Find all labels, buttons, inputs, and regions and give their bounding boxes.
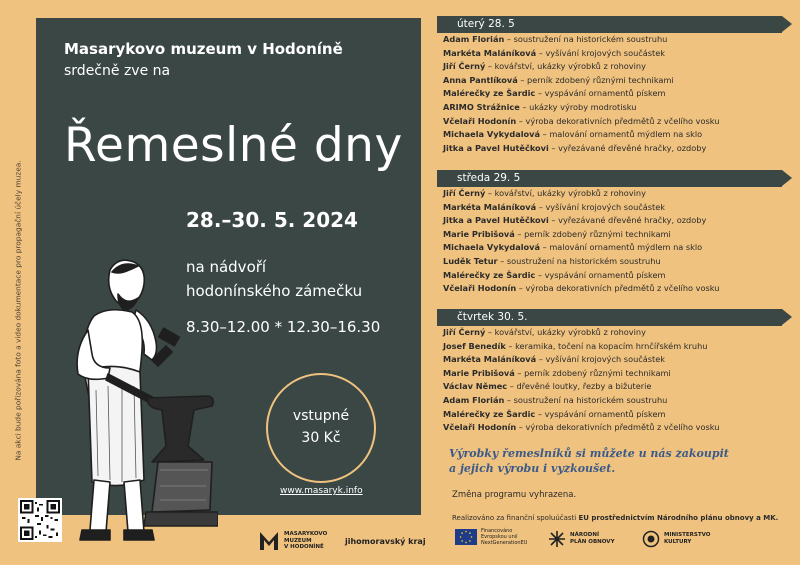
craftsman-name: Jiří Černý (443, 188, 486, 198)
funding-note: Realizováno za finanční spoluúčasti EU prostřednictvím Národního plánu obnovy a MK. (452, 514, 779, 522)
craftsman-name: Luděk Tetur (443, 255, 498, 266)
craft-description: – malování ornamentů mýdlem na sklo (540, 242, 703, 253)
craft-description: – keramika, točení na kopacím hrnčířském kruhu (505, 340, 708, 351)
schedule-row (443, 33, 782, 47)
schedule-row (443, 380, 782, 394)
ministry-logo: MINISTERSTVO KULTURY (642, 530, 710, 548)
recovery-plan-icon (548, 530, 566, 548)
craftsman-name: Jiří Černý (443, 327, 486, 337)
craftsman-name: Markéta Maláníková (443, 201, 537, 212)
craft-description: – soustružení na historickém soustruhu (497, 255, 661, 266)
schedule-row (443, 367, 782, 381)
schedule-row (443, 60, 782, 74)
blacksmith-illustration (48, 250, 218, 548)
craft-description: – vyspávání ornamentů pískem (535, 88, 666, 99)
schedule-row (443, 421, 782, 435)
schedule-row (443, 74, 782, 88)
craftsman-name: Jitka a Pavel Hutěčkovi (443, 215, 549, 226)
craft-description: – výroba dekorativních předmětů z včelího vosku (516, 283, 720, 294)
craftsman-name: Malérečky ze Šardic (443, 88, 536, 99)
entry-price: 30 Kč (301, 430, 341, 446)
craft-description: – vyšívání krojových součástek (536, 201, 666, 212)
recovery-plan-logo: NÁRODNÍ PLÁN OBNOVY (548, 530, 615, 548)
schedule-row (443, 255, 782, 269)
craft-description: – výroba dekorativních předmětů z včelího vosku (516, 422, 720, 433)
schedule-day-tuesday (437, 16, 782, 155)
region-logo: jihomoravský kraj (345, 537, 426, 546)
schedule-day-wednesday (437, 170, 782, 296)
day-header: čtvrtek 30. 5. (437, 309, 782, 326)
craft-description: – soustružení na historickém soustruhu (504, 394, 668, 405)
craftsman-name: Adam Florián (443, 34, 505, 44)
place-line-2: hodonínského zámečku (186, 282, 363, 300)
craft-description: – vyřezávané dřevěné hračky, ozdoby (548, 215, 707, 226)
craftsman-name: Malérečky ze Šardic (443, 408, 536, 419)
craftsman-name: Adam Florián (443, 394, 505, 405)
schedule-row (443, 47, 782, 61)
craft-description: – vyřezávané dřevěné hračky, ozdoby (548, 142, 707, 153)
day-header: středa 29. 5 (437, 170, 782, 187)
craft-description: – vyšívání krojových součástek (536, 354, 666, 365)
craftsman-name: Anna Pantlíková (443, 74, 518, 85)
day-rows (437, 326, 782, 435)
craftsman-name: Marie Pribišová (443, 228, 515, 239)
day-header: úterý 28. 5 (437, 16, 782, 33)
entry-fee-badge (266, 373, 376, 483)
schedule-row (443, 241, 782, 255)
craft-description: – vyšívání krojových součástek (536, 47, 666, 58)
eu-flag-icon (455, 529, 477, 545)
craft-description: – kovářství, ukázky výrobků z rohoviny (485, 188, 646, 198)
craft-description: – kovářství, ukázky výrobků z rohoviny (485, 327, 646, 337)
promo-text: Výrobky řemeslníků si můžete u nás zakoupit a jejich výrobu i vyzkoušet. (449, 447, 729, 475)
craftsman-name: Včelaři Hodonín (443, 422, 517, 433)
schedule-row (443, 340, 782, 354)
craftsman-name: Michaela Vykydalová (443, 242, 541, 253)
craftsman-name: Jitka a Pavel Hutěčkovi (443, 142, 549, 153)
craft-description: – malování ornamentů mýdlem na sklo (540, 129, 703, 140)
schedule-row (443, 187, 782, 201)
museum-mark-icon (258, 530, 280, 552)
craft-description: – vyspávání ornamentů pískem (535, 408, 666, 419)
craft-description: – vyspávání ornamentů pískem (535, 269, 666, 280)
schedule-row (443, 326, 782, 340)
schedule-row (443, 394, 782, 408)
event-dates: 28.–30. 5. 2024 (186, 208, 358, 232)
program-change-note: Změna programu vyhrazena. (452, 490, 577, 500)
schedule-row (443, 201, 782, 215)
schedule-row (443, 228, 782, 242)
craftsman-name: Markéta Maláníková (443, 47, 537, 58)
craft-description: – soustružení na historickém soustruhu (504, 34, 668, 44)
museum-logo: MASARYKOVO MUZEUM V HODONÍNĚ (258, 530, 327, 552)
craft-description: – dřevěné loutky, řezby a bižuterie (507, 381, 652, 392)
craftsman-name: Včelaři Hodonín (443, 115, 517, 126)
craftsman-name: Jiří Černý (443, 61, 486, 72)
craft-description: – perník zdobený různými technikami (517, 74, 674, 85)
schedule-row (443, 269, 782, 283)
craftsman-name: ARIMO Strážnice (443, 101, 520, 112)
schedule-row (443, 282, 782, 296)
craftsman-name: Markéta Maláníková (443, 354, 537, 365)
entry-label: vstupné (292, 408, 350, 425)
opening-hours: 8.30–12.00 * 12.30–16.30 (186, 318, 381, 336)
schedule-row (443, 142, 782, 156)
qr-code[interactable] (18, 498, 62, 542)
museum-name: Masarykovo muzeum v Hodoníně (64, 40, 343, 58)
craft-description: – ukázky výroby modrotisku (519, 101, 637, 112)
craft-description: – kovářství, ukázky výrobků z rohoviny (485, 61, 646, 72)
craftsman-name: Marie Pribišová (443, 367, 515, 378)
day-rows (437, 187, 782, 296)
qr-code-icon (20, 500, 60, 540)
schedule-row (443, 353, 782, 367)
eu-logo: Financováno Evropskou unií NextGenerationEU (455, 528, 527, 546)
craftsman-name: Michaela Vykydalová (443, 129, 541, 140)
place-line-1: na nádvoří (186, 258, 267, 276)
event-title: Řemeslné dny (64, 118, 403, 173)
day-rows (437, 33, 782, 155)
schedule-row (443, 101, 782, 115)
photo-notice: Na akci bude pořizována foto a video dokumentace pro propagační účely muzea. (13, 159, 23, 461)
website-link[interactable]: www.masaryk.info (280, 486, 363, 496)
schedule-day-thursday (437, 309, 782, 435)
schedule-row (443, 408, 782, 422)
craftsman-name: Josef Benedík (443, 340, 506, 351)
craftsman-name: Včelaři Hodonín (443, 283, 517, 294)
craft-description: – výroba dekorativních předmětů z včelího vosku (516, 115, 720, 126)
schedule-row (443, 87, 782, 101)
schedule-row (443, 128, 782, 142)
ministry-icon (642, 530, 660, 548)
craftsman-name: Malérečky ze Šardic (443, 269, 536, 280)
craft-description: – perník zdobený různými technikami (514, 367, 671, 378)
craft-description: – perník zdobený různými technikami (514, 228, 671, 239)
invite-text: srdečně zve na (64, 63, 171, 79)
craftsman-name: Václav Němec (443, 381, 508, 392)
schedule-row (443, 115, 782, 129)
schedule-row (443, 214, 782, 228)
